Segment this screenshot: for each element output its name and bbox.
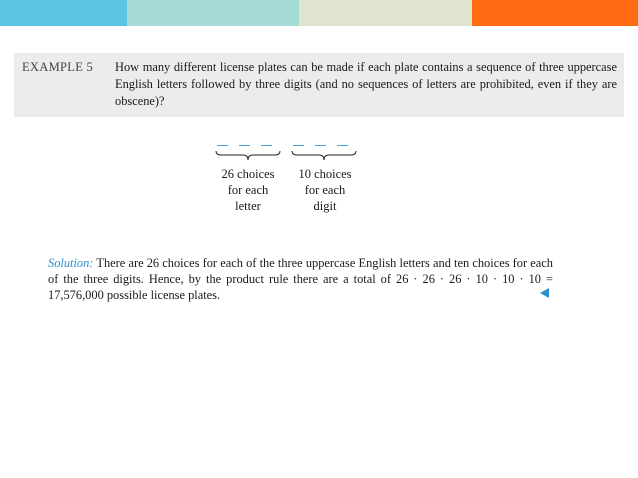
license-plate-diagram	[215, 140, 360, 220]
letter-blank	[217, 145, 228, 146]
header-bar-segment-cyan	[0, 0, 127, 26]
letter-choices-line-3: letter	[235, 199, 261, 213]
example-box	[14, 53, 624, 117]
letter-choices-line-1: 26 choices	[221, 167, 275, 181]
letter-group-brace	[215, 150, 281, 162]
digit-group-brace	[291, 150, 357, 162]
example-question: How many different license plates can be made if each plate contains a sequence of three uppercase English letters followed by three digits (and no sequences of letters are prohibited, even if they are obscene)?	[115, 60, 617, 108]
header-bar-segment-orange	[472, 0, 638, 26]
digit-choices-label	[289, 166, 361, 214]
digit-choices-line-2: for each	[304, 183, 346, 197]
digit-blank	[315, 145, 326, 146]
letter-choices-line-2: for each	[227, 183, 269, 197]
digit-blank	[293, 145, 304, 146]
end-of-example-triangle-icon	[540, 288, 549, 298]
letter-choices-label	[212, 166, 284, 214]
example-label: EXAMPLE 5	[22, 60, 94, 74]
letter-blank	[239, 145, 250, 146]
header-color-bar	[0, 0, 638, 26]
header-bar-segment-beige	[299, 0, 472, 26]
header-bar-segment-teal	[127, 0, 299, 26]
solution-text: There are 26 choices for each of the three uppercase English letters and ten choices for each of the three digits. Hence, by the product rule there are a total of 26 · 26 · 26 · 10 · 10 · 10 = 17,576,000 possible license plates.	[48, 256, 553, 302]
digit-blank	[337, 145, 348, 146]
solution-label: Solution:	[48, 256, 94, 270]
digit-choices-line-1: 10 choices	[298, 167, 352, 181]
solution-paragraph	[48, 255, 553, 303]
digit-choices-line-3: digit	[313, 199, 337, 213]
letter-blank	[261, 145, 272, 146]
